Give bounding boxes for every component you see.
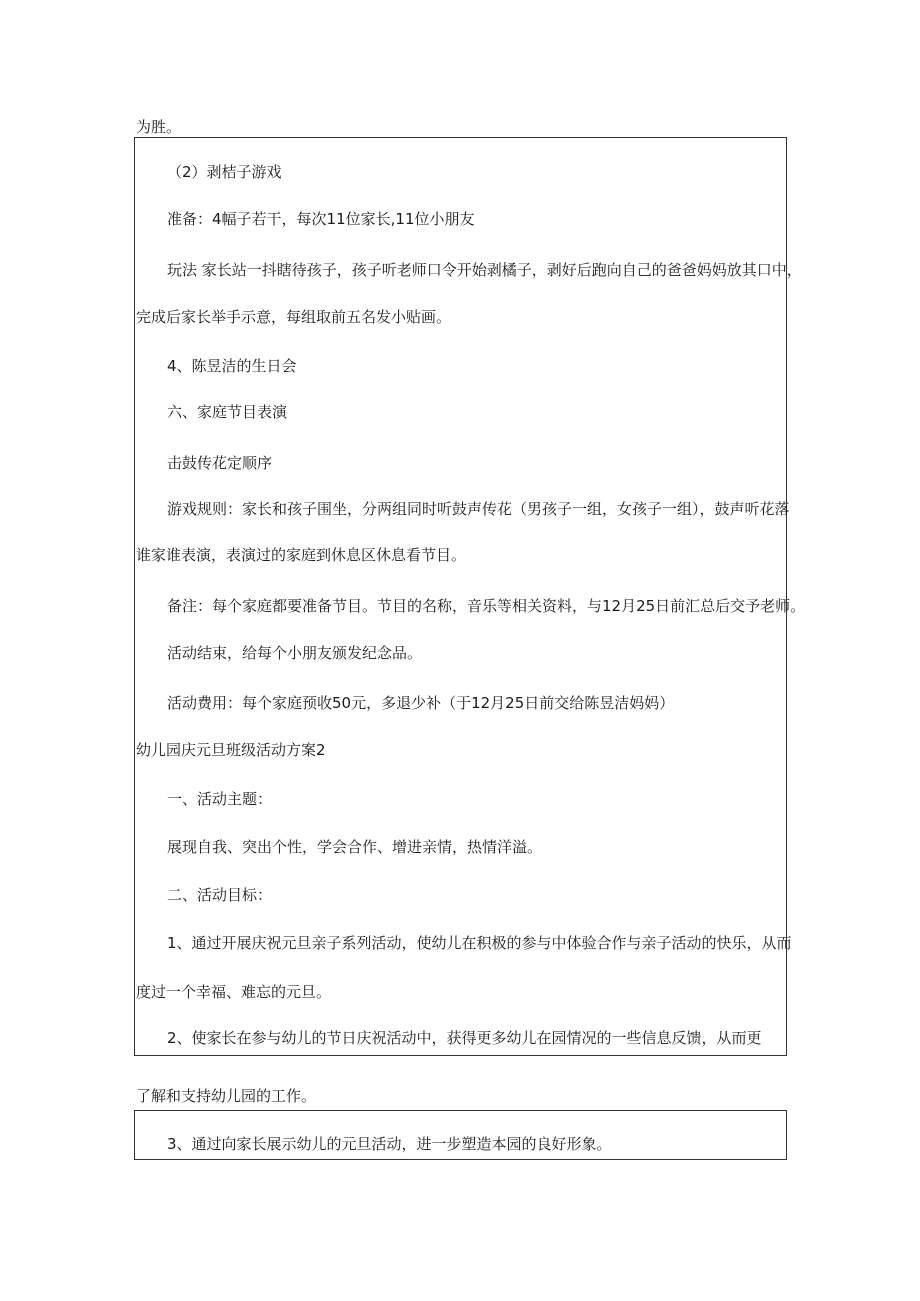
text-line: 完成后家长举手示意，每组取前五名发小贴画。 (136, 308, 452, 326)
text-line: 六、家庭节目表演 (167, 403, 288, 421)
text-line: 一、活动主题： (167, 790, 273, 808)
text-line: 度过一个幸福、难忘的元旦。 (136, 983, 332, 1001)
text-line: 1、通过开展庆祝元旦亲子系列活动，使幼儿在积极的参与中体验合作与亲子活动的快乐，从而 (167, 934, 792, 952)
text-line: 2、使家长在参与幼儿的节日庆祝活动中，获得更多幼儿在园情况的一些信息反馈，从而更 (167, 1029, 762, 1047)
text-line: 展现自我、突出个性，学会合作、增进亲情，热情洋溢。 (167, 838, 543, 856)
text-line: 活动费用：每个家庭预收50元，多退少补（于12月25日前交给陈昱洁妈妈） (167, 694, 675, 712)
section-heading: 幼儿园庆元旦班级活动方案2 (136, 741, 326, 759)
text-line: 为胜。 (136, 118, 182, 136)
text-line: 活动结束，给每个小朋友颁发纪念品。 (167, 644, 423, 662)
text-line: 3、通过向家长展示幼儿的元旦活动，进一步塑造本园的良好形象。 (167, 1135, 612, 1153)
text-line: 了解和支持幼儿园的工作。 (136, 1087, 317, 1105)
text-line: （2）剥桔子游戏 (167, 163, 282, 181)
text-line: 谁家谁表演，表演过的家庭到休息区休息看节目。 (136, 546, 467, 564)
text-line: 二、活动目标： (167, 886, 273, 904)
text-line: 游戏规则：家长和孩子围坐，分两组同时听鼓声传花（男孩子一组，女孩子一组），鼓声听花落 (167, 500, 790, 518)
text-line: 玩法 家长站一抖瞎待孩子，孩子听老师口令开始剥橘子，剥好后跑向自己的爸爸妈妈放其口中， (167, 261, 802, 279)
text-line: 4、陈昱洁的生日会 (167, 357, 297, 375)
text-line: 击鼓传花定顺序 (167, 454, 273, 472)
text-line: 备注：每个家庭都要准备节目。节目的名称，音乐等相关资料，与12月25日前汇总后交予老师。 (167, 597, 806, 615)
text-line: 准备：4幅子若干，每次11位家长,11位小朋友 (167, 210, 475, 228)
